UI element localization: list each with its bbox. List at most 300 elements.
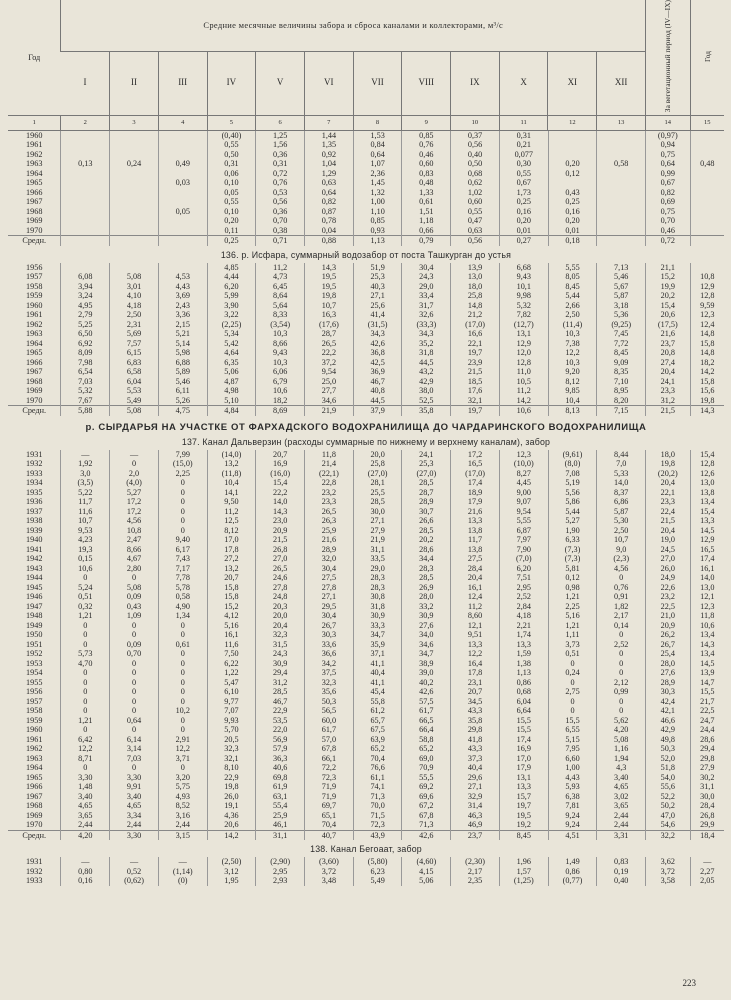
- value-cell: 1,51: [419, 206, 434, 216]
- mean-cell: 0,25: [207, 236, 256, 246]
- value-cell: 31,2: [273, 677, 288, 687]
- value-cell: 0,63: [467, 225, 483, 235]
- value-cell: 5,73: [78, 649, 93, 659]
- value-cell: 9,51: [467, 630, 483, 640]
- value-cell: 4,23: [78, 535, 93, 545]
- value-cell: 10,2: [175, 706, 190, 716]
- value-cell: 0,64: [370, 149, 385, 159]
- year-cell: 1965: [26, 178, 43, 188]
- value-cell: 16,4: [467, 658, 483, 668]
- value-cell: 16,5: [467, 459, 483, 469]
- value-cell: —: [178, 857, 187, 867]
- value-cell: 40,3: [370, 281, 385, 291]
- value-cell: 12,4: [467, 592, 483, 602]
- value-cell: 27,1: [370, 516, 385, 526]
- value-cell: 66,4: [419, 725, 434, 735]
- value-cell: 34,2: [321, 658, 337, 668]
- value-cell: 31,1: [700, 782, 715, 792]
- value-cell: 25,6: [370, 300, 385, 310]
- value-cell: 0: [131, 630, 137, 640]
- data-table: [8, 263, 724, 416]
- value-cell: 5,62: [614, 715, 629, 725]
- value-cell: 67,8: [419, 810, 434, 820]
- value-cell: 6,22: [224, 658, 239, 668]
- value-cell: 9,54: [516, 506, 531, 516]
- value-cell: 50,2: [660, 801, 675, 811]
- value-cell: 0,72: [273, 168, 288, 178]
- value-cell: 23,3: [321, 497, 337, 507]
- value-cell: 0,67: [660, 178, 675, 188]
- value-cell: 0,077: [514, 149, 533, 159]
- mean-cell: 4,20: [61, 830, 110, 840]
- value-cell: 65,2: [370, 744, 385, 754]
- value-cell: 1,21: [565, 620, 580, 630]
- value-cell: 0: [131, 687, 137, 697]
- value-cell: 0: [619, 649, 624, 659]
- value-cell: 40,2: [419, 677, 434, 687]
- value-cell: 9,24: [565, 810, 580, 820]
- value-cell: [160, 188, 206, 198]
- value-cell: 0,98: [565, 582, 580, 592]
- value-cell: 0,31: [273, 159, 288, 169]
- value-cell: 0,86: [516, 677, 531, 687]
- value-cell: 5,33: [614, 468, 629, 478]
- value-cell: 20,8: [660, 348, 675, 358]
- year-cell: 1963: [26, 329, 43, 339]
- value-cell: 2,21: [516, 620, 531, 630]
- value-cell: 5,47: [224, 677, 239, 687]
- value-cell: 51,9: [370, 262, 385, 272]
- value-cell: 26,5: [321, 506, 337, 516]
- value-cell: 21,5: [467, 367, 483, 377]
- value-cell: —: [703, 857, 712, 867]
- value-cell: 6,45: [273, 281, 288, 291]
- value-cell: 20,6: [224, 820, 239, 830]
- value-cell: 0,10: [224, 206, 239, 216]
- value-cell: 0,01: [516, 225, 531, 235]
- value-cell: 2,05: [700, 876, 715, 886]
- value-column: [402, 263, 451, 406]
- value-cell: 32,1: [224, 753, 239, 763]
- value-cell: 69,8: [273, 772, 288, 782]
- value-cell: [111, 197, 157, 207]
- value-cell: [111, 216, 157, 226]
- value-cell: 69,7: [321, 801, 337, 811]
- value-cell: 5,44: [565, 291, 580, 301]
- value-cell: 7,10: [614, 376, 629, 386]
- value-cell: 0: [131, 573, 137, 583]
- mean-cell: [690, 236, 724, 246]
- value-cell: 5,08: [614, 734, 629, 744]
- value-cell: 7,81: [565, 801, 580, 811]
- value-cell: 44,5: [419, 357, 434, 367]
- data-table: [8, 450, 724, 841]
- value-cell: 10,8: [700, 272, 715, 282]
- value-column: [353, 857, 402, 886]
- value-cell: 0: [83, 725, 88, 735]
- value-cell: 53,5: [273, 715, 288, 725]
- value-cell: 0,13: [78, 159, 93, 169]
- value-cell: 3,40: [78, 791, 93, 801]
- value-cell: (0,62): [124, 876, 144, 886]
- value-column: [597, 857, 646, 886]
- year-cell: 1969: [26, 810, 43, 820]
- value-cell: 2,36: [370, 168, 385, 178]
- value-cell: 23,3: [660, 497, 675, 507]
- value-cell: 57,0: [321, 734, 337, 744]
- value-cell: 3,58: [660, 876, 675, 886]
- value-cell: [62, 263, 108, 273]
- value-cell: 16,3: [321, 310, 337, 320]
- value-cell: 54,6: [660, 820, 675, 830]
- value-cell: 6,10: [224, 687, 239, 697]
- value-cell: [598, 226, 644, 236]
- value-cell: 1,96: [516, 857, 531, 867]
- value-cell: 0,16: [565, 206, 580, 216]
- year-cell: 1962: [26, 149, 43, 159]
- value-cell: 13,1: [516, 329, 531, 339]
- value-cell: (0): [177, 876, 188, 886]
- value-cell: (20,2): [657, 468, 678, 478]
- value-cell: 9,98: [516, 291, 531, 301]
- value-cell: 0,09: [126, 639, 142, 649]
- value-cell: 13,9: [467, 262, 483, 272]
- value-cell: 25,4: [660, 649, 675, 659]
- veg-header: За вегетационный период (IV—IX): [646, 0, 690, 115]
- value-cell: [598, 207, 644, 217]
- value-cell: 14,8: [467, 300, 483, 310]
- value-column: [646, 263, 690, 406]
- value-cell: [62, 188, 108, 198]
- year-cell: 1940: [26, 535, 43, 545]
- mean-cell: 4,75: [158, 406, 207, 416]
- value-cell: 61,2: [370, 706, 385, 716]
- value-cell: 55,4: [273, 801, 288, 811]
- value-cell: 25,3: [419, 459, 434, 469]
- value-cell: 5,27: [565, 516, 580, 526]
- year-cell: 1947: [26, 601, 43, 611]
- value-cell: 8,64: [273, 291, 288, 301]
- value-cell: 22,4: [660, 506, 675, 516]
- value-cell: 3,73: [565, 639, 580, 649]
- value-cell: 24,7: [700, 715, 715, 725]
- value-cell: 6,04: [126, 376, 142, 386]
- value-cell: 0,20: [224, 216, 239, 226]
- value-cell: 0: [180, 630, 185, 640]
- value-cell: 41,8: [467, 734, 483, 744]
- value-cell: 0: [180, 677, 185, 687]
- value-cell: 0,69: [660, 197, 675, 207]
- value-cell: 6,58: [126, 367, 142, 377]
- month-header: I: [61, 51, 110, 115]
- value-cell: 0,87: [321, 206, 337, 216]
- value-cell: (17,6): [319, 319, 339, 329]
- value-cell: 5,98: [175, 348, 190, 358]
- value-column: [597, 131, 646, 236]
- year-cell: 1970: [26, 395, 43, 405]
- value-cell: 6,54: [78, 367, 93, 377]
- value-cell: 7,95: [565, 744, 580, 754]
- value-cell: 4,44: [224, 272, 239, 282]
- year-cell: 1969: [26, 216, 43, 226]
- value-column: [451, 857, 500, 886]
- value-cell: 0: [570, 658, 575, 668]
- value-cell: 4,65: [126, 801, 142, 811]
- value-cell: 31,8: [419, 348, 434, 358]
- value-column: [646, 131, 690, 236]
- value-cell: 7,67: [78, 395, 93, 405]
- value-cell: 10,3: [273, 329, 288, 339]
- value-cell: 0: [180, 725, 185, 735]
- value-cell: 1,53: [370, 130, 385, 140]
- value-column: [61, 450, 110, 831]
- value-cell: 30,3: [660, 687, 675, 697]
- value-cell: 69,6: [419, 791, 434, 801]
- value-cell: 32,0: [321, 554, 337, 564]
- value-column: [451, 131, 500, 236]
- value-cell: —: [81, 857, 90, 867]
- value-cell: 5,30: [614, 516, 629, 526]
- value-cell: 56,9: [273, 734, 288, 744]
- value-cell: 9,09: [614, 357, 629, 367]
- year-cell: 1970: [26, 225, 43, 235]
- value-cell: 30,0: [370, 506, 385, 516]
- value-cell: 8,71: [78, 753, 93, 763]
- value-cell: 14,8: [700, 348, 715, 358]
- value-column: [402, 857, 451, 886]
- value-cell: 5,46: [614, 272, 629, 282]
- value-cell: 18,0: [467, 281, 483, 291]
- value-cell: 0: [570, 677, 575, 687]
- month-header: XI: [548, 51, 597, 115]
- value-cell: 0,55: [467, 206, 483, 216]
- value-cell: [62, 140, 108, 150]
- value-cell: 1,44: [321, 130, 337, 140]
- value-cell: 28,7: [419, 487, 434, 497]
- value-cell: 22,6: [660, 582, 675, 592]
- value-cell: 26,7: [321, 620, 337, 630]
- column-number: 11: [499, 115, 548, 130]
- value-cell: (2,90): [270, 857, 291, 867]
- value-cell: 28,9: [660, 677, 675, 687]
- mean-cell: 0,88: [305, 236, 354, 246]
- value-cell: 29,0: [370, 563, 385, 573]
- value-cell: 5,32: [78, 386, 93, 396]
- value-cell: 19,7: [467, 348, 483, 358]
- value-cell: 0: [619, 668, 624, 678]
- value-cell: 43,2: [419, 367, 434, 377]
- value-cell: 0: [131, 658, 137, 668]
- value-column: [61, 131, 110, 236]
- value-cell: 2,80: [126, 563, 142, 573]
- value-cell: [111, 226, 157, 236]
- value-cell: 34,0: [419, 630, 434, 640]
- value-cell: 2,17: [614, 611, 629, 621]
- value-cell: 22,5: [700, 706, 715, 716]
- value-cell: 0,64: [126, 715, 142, 725]
- value-cell: 14,0: [273, 497, 288, 507]
- value-cell: [62, 131, 108, 141]
- value-cell: 0,82: [321, 197, 337, 207]
- value-cell: 25,9: [273, 810, 288, 820]
- value-cell: 16,9: [273, 459, 288, 469]
- value-cell: 0: [619, 706, 624, 716]
- value-cell: 8,12: [565, 376, 580, 386]
- value-cell: 0,91: [614, 592, 629, 602]
- value-cell: 0,55: [224, 140, 239, 150]
- year-cell: 1953: [26, 658, 43, 668]
- value-cell: 6,50: [78, 329, 93, 339]
- value-cell: 0,56: [273, 197, 288, 207]
- value-cell: 27,1: [370, 291, 385, 301]
- value-cell: 7,98: [78, 357, 93, 367]
- value-cell: 6,68: [516, 262, 531, 272]
- value-cell: (17,0): [465, 468, 485, 478]
- value-cell: 10,3: [273, 357, 288, 367]
- value-cell: 2,52: [614, 639, 629, 649]
- value-cell: 20,4: [660, 478, 675, 488]
- value-cell: 6,17: [175, 544, 190, 554]
- value-cell: 5,24: [78, 582, 93, 592]
- value-cell: 7,90: [516, 544, 531, 554]
- value-cell: 2,15: [175, 319, 190, 329]
- value-cell: 27,6: [660, 668, 675, 678]
- value-cell: 21,6: [660, 329, 675, 339]
- value-cell: 28,3: [419, 563, 434, 573]
- year-cell: 1960: [26, 130, 43, 140]
- value-cell: 28,5: [419, 525, 434, 535]
- value-cell: 10,4: [565, 395, 580, 405]
- value-cell: 5,56: [565, 487, 580, 497]
- value-cell: 23,2: [321, 487, 337, 497]
- value-cell: [550, 178, 596, 188]
- value-cell: 0,85: [419, 130, 434, 140]
- value-cell: 14,1: [224, 487, 239, 497]
- value-column: [499, 857, 548, 886]
- mean-cell: 5,88: [61, 406, 110, 416]
- value-cell: (11,4): [562, 319, 583, 329]
- value-cell: 28,3: [370, 582, 385, 592]
- value-cell: 3,14: [126, 744, 142, 754]
- year-cell: 1939: [26, 525, 43, 535]
- value-cell: 8,27: [516, 468, 531, 478]
- value-cell: 1,07: [370, 159, 385, 169]
- value-cell: 3,65: [614, 801, 629, 811]
- value-cell: 18,0: [660, 449, 675, 459]
- value-cell: 4,73: [273, 272, 288, 282]
- value-column: [61, 857, 110, 886]
- value-column: [353, 131, 402, 236]
- value-cell: 67,2: [419, 801, 434, 811]
- value-cell: 5,16: [224, 620, 239, 630]
- year-cell: 1931: [26, 857, 43, 867]
- value-cell: 11,8: [700, 611, 715, 621]
- year-cell: 1942: [26, 554, 43, 564]
- year-cell: 1969: [26, 386, 43, 396]
- value-cell: 0,12: [565, 168, 580, 178]
- months-title: Средние месячные величины забора и сброса каналами и коллекторами, м³/с: [61, 0, 646, 51]
- year-cell: 1968: [26, 801, 43, 811]
- value-cell: [160, 169, 206, 179]
- value-cell: 28,0: [419, 592, 434, 602]
- value-cell: [692, 263, 723, 273]
- value-cell: 6,20: [516, 563, 531, 573]
- value-cell: 4,18: [126, 300, 142, 310]
- value-cell: 26,7: [660, 639, 675, 649]
- value-cell: 13,0: [700, 478, 715, 488]
- value-cell: 16,1: [700, 563, 715, 573]
- year-cell: 1933: [26, 876, 43, 886]
- value-cell: 0: [131, 706, 137, 716]
- value-cell: 17,2: [126, 506, 142, 516]
- mean-cell: 0,72: [646, 236, 690, 246]
- value-cell: 0: [180, 687, 185, 697]
- value-cell: 13,3: [467, 516, 483, 526]
- mean-cell: 8,69: [256, 406, 305, 416]
- value-cell: 30,3: [321, 630, 337, 640]
- value-cell: 18,5: [467, 376, 483, 386]
- value-cell: 8,37: [614, 487, 629, 497]
- year-cell: 1958: [26, 281, 43, 291]
- value-cell: 72,3: [321, 772, 337, 782]
- page: [8, 0, 724, 1000]
- value-cell: 0,24: [126, 159, 142, 169]
- value-cell: 13,4: [700, 649, 715, 659]
- value-cell: 8,20: [614, 395, 629, 405]
- value-cell: 50,3: [321, 696, 337, 706]
- value-cell: 46,3: [467, 810, 483, 820]
- value-cell: 6,83: [126, 357, 142, 367]
- value-cell: 19,9: [660, 281, 675, 291]
- value-cell: 0: [83, 630, 88, 640]
- value-cell: 20,7: [467, 687, 483, 697]
- value-cell: 12,8: [700, 291, 715, 301]
- value-cell: 9,85: [565, 386, 580, 396]
- value-cell: [598, 188, 644, 198]
- value-cell: 35,9: [370, 639, 385, 649]
- value-cell: 5,10: [224, 395, 239, 405]
- value-cell: 2,25: [565, 601, 580, 611]
- value-cell: 52,0: [660, 753, 675, 763]
- value-cell: 22,1: [467, 338, 483, 348]
- value-cell: 31,7: [419, 300, 434, 310]
- value-cell: 29,0: [419, 281, 434, 291]
- value-cell: 13,0: [467, 272, 483, 282]
- value-cell: 0: [180, 649, 185, 659]
- value-cell: 54,0: [660, 772, 675, 782]
- value-cell: 9,54: [321, 367, 337, 377]
- value-cell: 26,8: [700, 810, 715, 820]
- value-cell: 9,91: [126, 782, 142, 792]
- value-cell: 46,1: [273, 820, 288, 830]
- value-cell: 32,9: [467, 791, 483, 801]
- value-cell: 0,43: [565, 187, 580, 197]
- value-cell: (17,5): [657, 319, 678, 329]
- value-cell: 36,3: [273, 753, 288, 763]
- value-cell: 41,1: [370, 658, 385, 668]
- value-cell: 4,18: [516, 611, 531, 621]
- value-cell: 0,58: [614, 159, 629, 169]
- value-cell: 5,78: [175, 582, 190, 592]
- value-cell: 1,35: [321, 140, 337, 150]
- value-cell: 27,5: [321, 573, 337, 583]
- month-header: IX: [451, 51, 500, 115]
- value-cell: 20,4: [660, 525, 675, 535]
- value-cell: 25,9: [321, 525, 337, 535]
- value-cell: 24,8: [273, 592, 288, 602]
- value-cell: 4,43: [565, 772, 580, 782]
- value-cell: 15,5: [565, 715, 580, 725]
